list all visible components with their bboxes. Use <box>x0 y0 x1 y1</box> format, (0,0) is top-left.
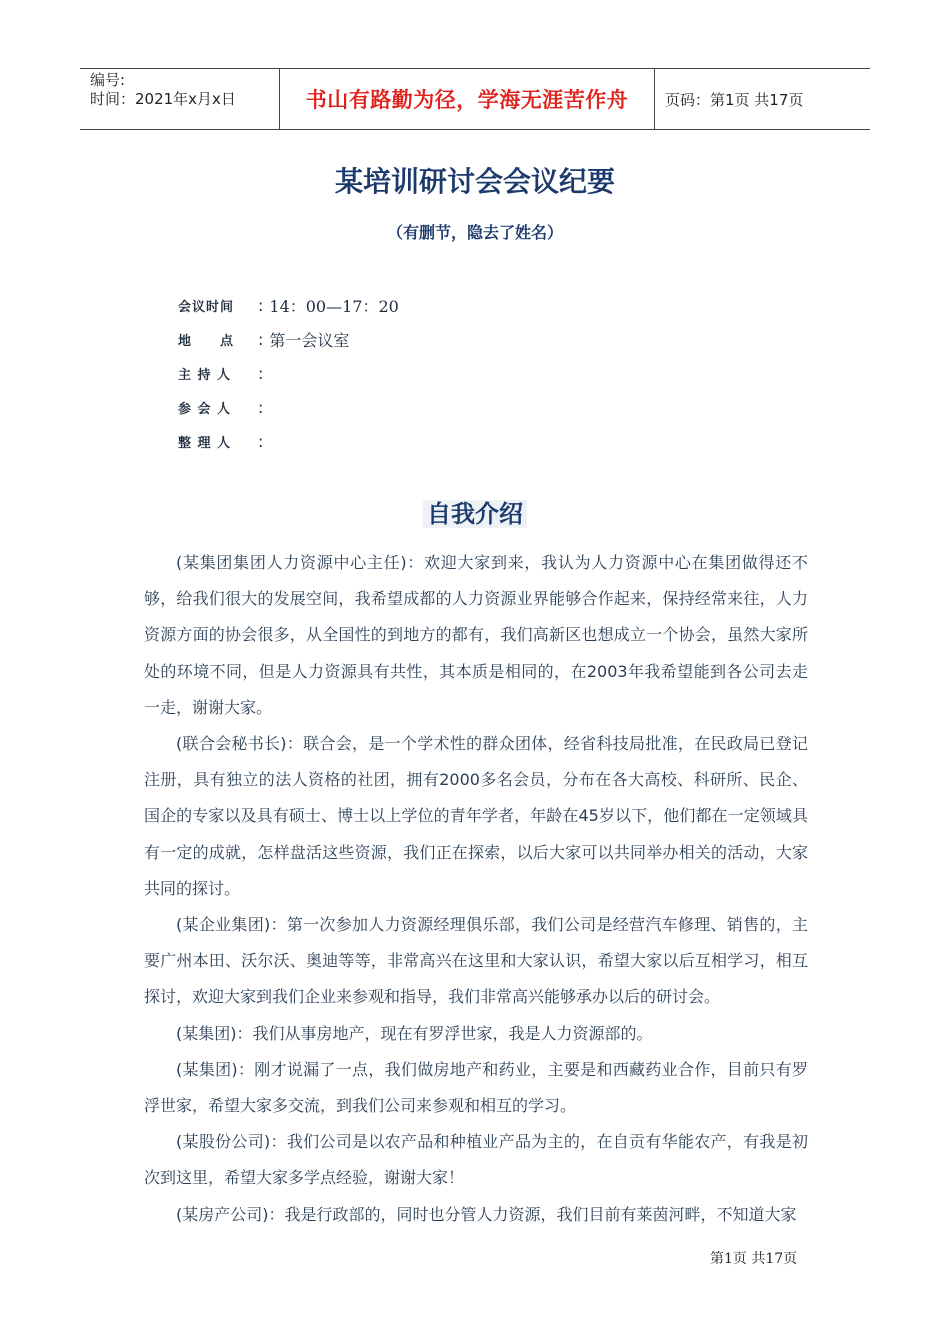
meeting-recorder-row: 整 理 人 : <box>178 431 264 451</box>
meeting-time-value: 14：00—17：20 <box>269 296 399 316</box>
meeting-place-value: 第一会议室 <box>269 330 350 350</box>
page-footer: 第1页 共17页 <box>710 1251 798 1267</box>
paragraph: (某房产公司)：我是行政部的，同时也分管人力资源，我们目前有莱茵河畔，不知道大家 <box>176 1204 797 1224</box>
header-info <box>80 69 280 129</box>
meeting-attendees-row: 参 会 人 : <box>178 397 264 417</box>
paragraph: (某企业集团)：第一次参加人力资源经理俱乐部，我们公司是经营汽车修理、销售的，主要广州本田、沃尔沃、奥迪等等，非常高兴在这里和大家认识，希望大家以后互相学习，相互探讨，欢迎大家到我们企业来参观和指导，我们非常高兴能够承办以后的研讨会。 <box>144 915 808 1007</box>
paragraph: (某集团集团人力资源中心主任)：欢迎大家到来，我认为人力资源中心在集团做得还不够，给我们很大的发展空间，我希望成都的人力资源业界能够合作起来，保持经常来往，人力资源方面的协会很多，从全国性的到地方的都有，我们高新区也想成立一个协会，虽然大家所处的环境不同，但是人力资源具有共性，其本质是相同的，在2003年我希望能到各公司去走一走，谢谢大家。 <box>144 553 808 717</box>
number-label: 编号: <box>90 71 126 89</box>
page-number-label: 页码：第1页 共17页 <box>665 90 804 109</box>
section-heading <box>0 494 950 529</box>
document-body <box>144 545 808 1233</box>
meeting-place-row: 地 点 : 第一会议室 <box>178 329 350 350</box>
paragraph: (某股份公司)：我们公司是以农产品和种植业产品为主的，在自贡有华能农产，有我是初次到这里，希望大家多学点经验，谢谢大家！ <box>144 1132 808 1188</box>
meeting-info <box>178 288 399 458</box>
meeting-time-row: 会议时间 : 14：00—17：20 <box>178 295 399 316</box>
meeting-recorder-label: 整 理 人 <box>178 435 232 451</box>
paragraph: (某集团)：我们从事房地产，现在有罗浮世家，我是人力资源部的。 <box>176 1023 653 1043</box>
meeting-host-row: 主 持 人 : <box>178 363 264 383</box>
meeting-place-label: 地 点 <box>178 333 235 349</box>
meeting-host-label: 主 持 人 <box>178 367 232 383</box>
meeting-time-label: 会议时间 <box>178 299 235 315</box>
document-subtitle: （有删节，隐去了姓名） <box>386 223 563 242</box>
document-title: 某培训研讨会会议纪要 <box>334 165 615 198</box>
section-title: 自我介绍 <box>423 500 527 528</box>
meeting-attendees-label: 参 会 人 <box>178 401 232 417</box>
time-label: 时间：2021年x月x日 <box>90 90 236 108</box>
paragraph: (联合会秘书长)：联合会，是一个学术性的群众团体，经省科技局批准，在民政局已登记注册，具有独立的法人资格的社团，拥有2000多名会员，分布在各大高校、科研所、民企、国企的专家以及具有硕士、博士以上学位的青年学者，年龄在45岁以下，他们都在一定领域具有一定的成就，怎样盘活这些资源，我们正在探索，以后大家可以共同举办相关的活动，大家共同的探讨。 <box>144 734 808 898</box>
page-header <box>80 68 870 130</box>
motto: 书山有路勤为径，学海无涯苦作舟 <box>280 69 655 129</box>
paragraph: (某集团)：刚才说漏了一点，我们做房地产和药业，主要是和西藏药业合作，目前只有罗浮世家，希望大家多交流，到我们公司来参观和相互的学习。 <box>144 1059 808 1116</box>
